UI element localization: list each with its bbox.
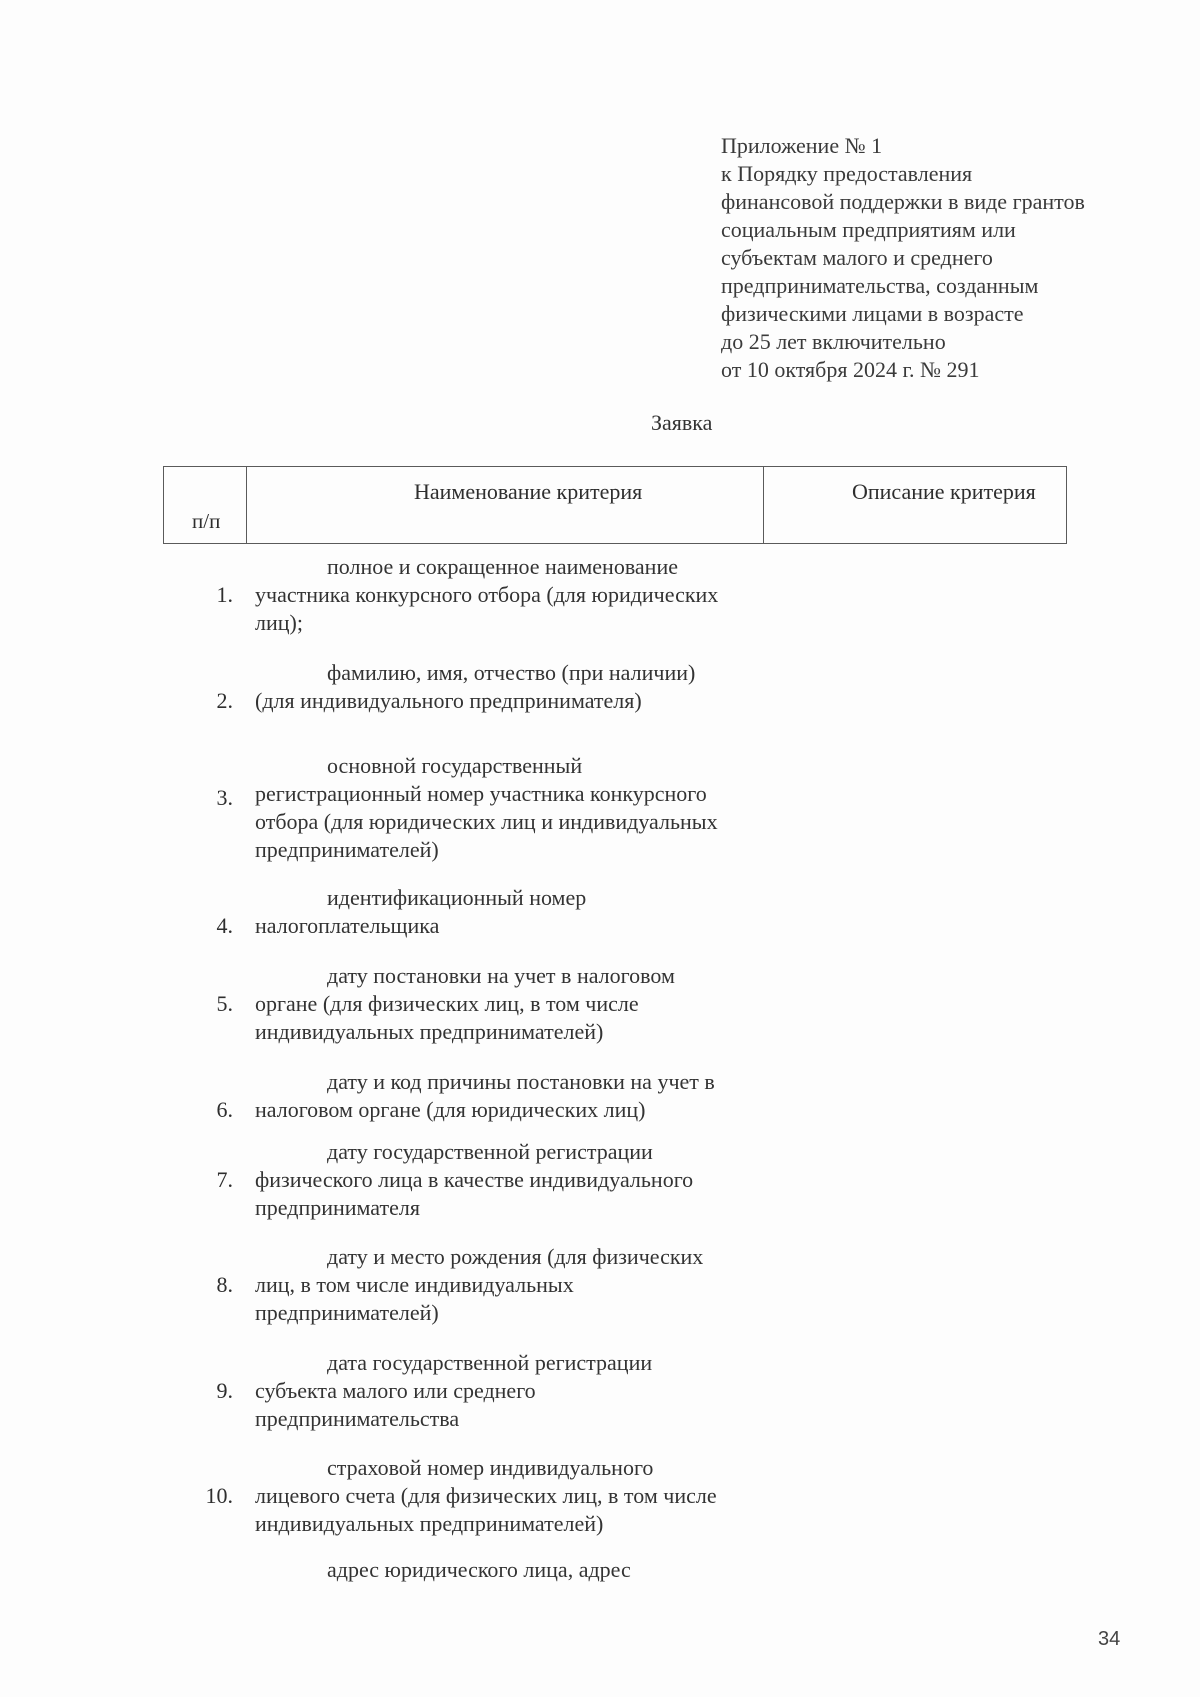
row-number: 6. <box>216 1097 233 1122</box>
row-number: 3. <box>216 785 233 810</box>
row-number: 7. <box>216 1167 233 1192</box>
row-criterion-text: дату и место рождения (для физических лиц, в том числе индивидуальных предпринимателей) <box>255 1244 704 1325</box>
appendix-line: до 25 лет включительно <box>721 329 946 354</box>
row-criterion-text: фамилию, имя, отчество (при наличии) (для индивидуального предпринимателя) <box>255 660 696 713</box>
row-criterion-text: основной государственный регистрационный номер участника конкурсного отбора (для юридических лиц и индивидуальных предпринимателей) <box>255 753 718 862</box>
header-number-column: п/п <box>192 509 221 533</box>
appendix-line: Приложение № 1 <box>721 133 883 158</box>
row-criterion-text: дату государственной регистрации физического лица в качестве индивидуального предпринимателя <box>255 1139 694 1220</box>
row-criterion-text: адрес юридического лица, адрес <box>327 1557 631 1582</box>
row-criterion-text: дату постановки на учет в налоговом органе (для физических лиц, в том числе индивидуальных предпринимателей) <box>255 963 675 1044</box>
row-criterion-text: дата государственной регистрации субъекта малого или среднего предпринимательства <box>255 1350 653 1431</box>
header-name-column: Наименование критерия <box>414 479 643 504</box>
row-criterion-text: дату и код причины постановки на учет в налоговом органе (для юридических лиц) <box>255 1069 715 1122</box>
row-criterion-text: полное и сокращенное наименование участника конкурсного отбора (для юридических лиц); <box>255 554 719 635</box>
row-criterion-text: страховой номер индивидуального лицевого счета (для физических лиц, в том числе индивидуальных предпринимателей) <box>255 1455 717 1536</box>
appendix-line: физическими лицами в возрасте <box>721 301 1024 326</box>
column-divider <box>246 467 247 543</box>
appendix-line: субъектам малого и среднего <box>721 245 993 270</box>
appendix-heading <box>721 132 1085 384</box>
appendix-line: от 10 октября 2024 г. № 291 <box>721 357 980 382</box>
appendix-line: предпринимательства, созданным <box>721 273 1039 298</box>
header-description-column: Описание критерия <box>852 479 1036 504</box>
page-number: 34 <box>1098 1628 1121 1650</box>
row-number: 5. <box>216 991 233 1016</box>
criteria-table-header <box>163 466 1067 544</box>
row-number: 9. <box>216 1378 233 1403</box>
row-number: 2. <box>216 688 233 713</box>
row-number: 8. <box>216 1272 233 1297</box>
appendix-line: к Порядку предоставления <box>721 161 973 186</box>
column-divider <box>763 467 764 543</box>
row-number: 4. <box>216 913 233 938</box>
document-title: Заявка <box>651 410 713 435</box>
row-criterion-text: идентификационный номер налогоплательщика <box>255 885 587 938</box>
appendix-line: социальным предприятиям или <box>721 217 1016 242</box>
row-number: 1. <box>216 582 233 607</box>
row-number: 10. <box>205 1483 233 1508</box>
appendix-line: финансовой поддержки в виде грантов <box>721 189 1085 214</box>
